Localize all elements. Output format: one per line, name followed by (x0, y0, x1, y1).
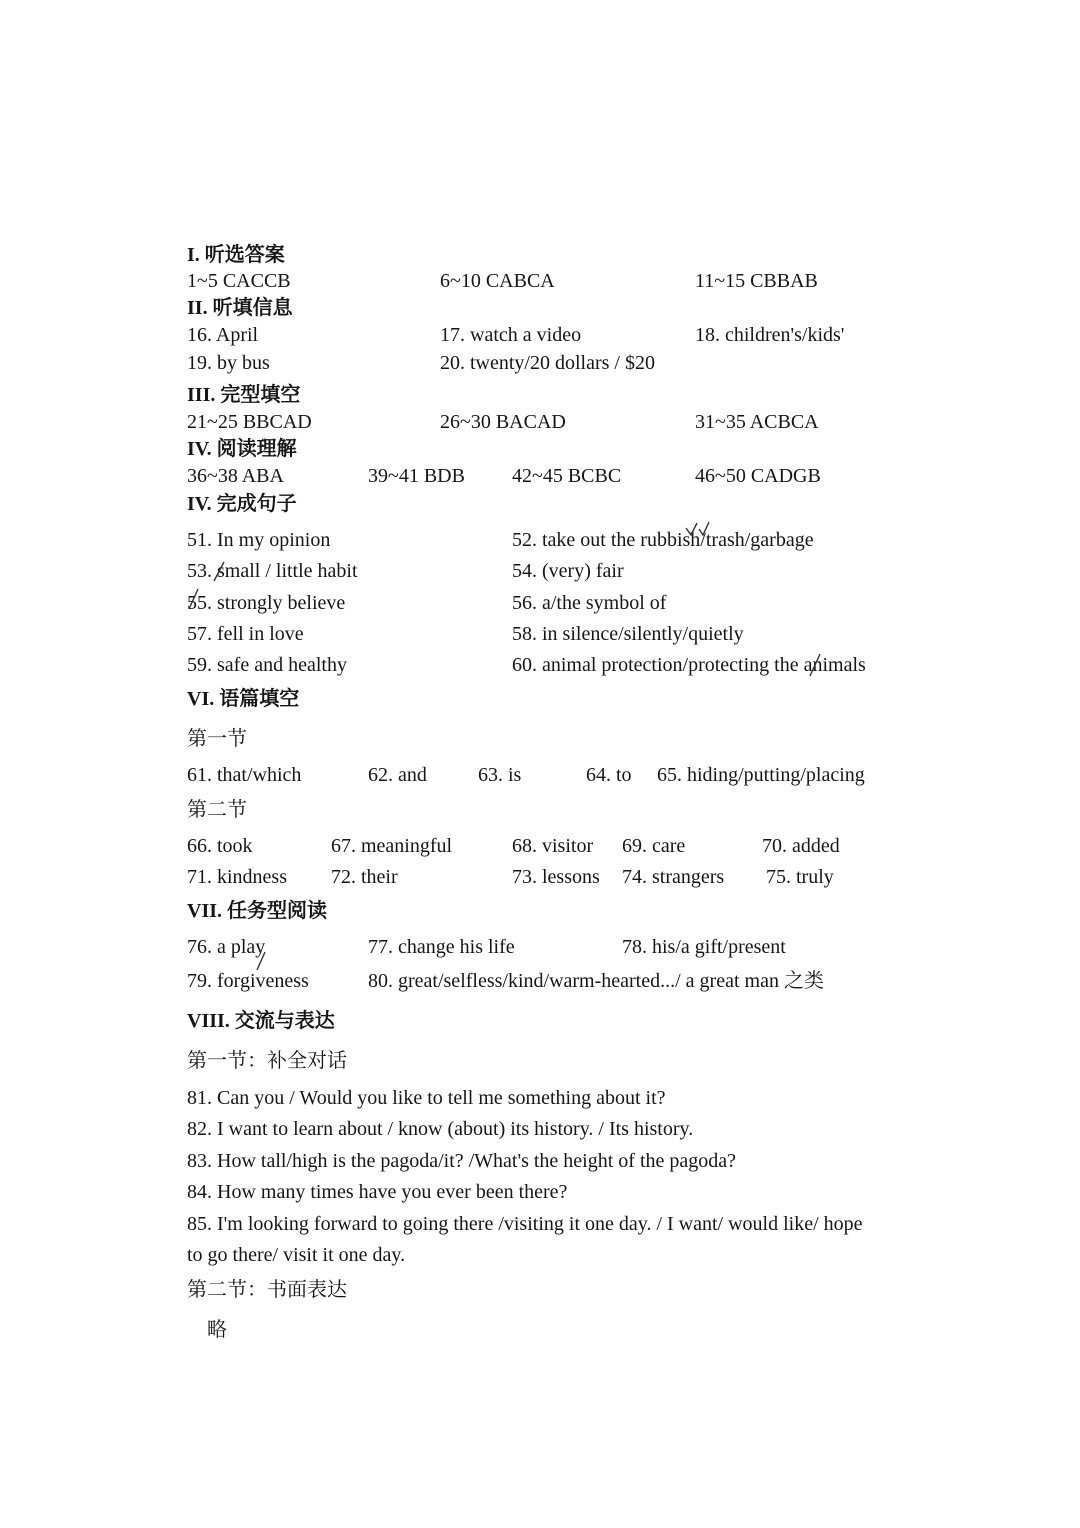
dialogue-line: 85. I'm looking forward to going there /visiting it one day. / I want/ would like/ hope (187, 1213, 863, 1235)
subsection-label: 第二节：书面表达 (187, 1279, 347, 1301)
writing-omitted-note: 略 (207, 1319, 227, 1341)
answer-item: 67. meaningful (331, 835, 453, 857)
answer-item: 59. safe and healthy (187, 654, 347, 676)
answer-item: 17. watch a video (440, 324, 582, 346)
answer-item: 54. (very) fair (512, 560, 624, 582)
answer-item: 56. a/the symbol of (512, 592, 667, 614)
dialogue-line: 81. Can you / Would you like to tell me something about it? (187, 1087, 666, 1109)
answer-item: 52. take out the rubbish/trash/garbage (512, 529, 814, 551)
answer-item: 57. fell in love (187, 623, 304, 645)
answer-item: 65. hiding/putting/placing (657, 764, 865, 786)
answer-item: 46~50 CADGB (695, 465, 821, 487)
section-heading-listening-fill: II. 听填信息 (187, 297, 293, 319)
answer-item: 62. and (368, 764, 427, 786)
answer-item: 66. took (187, 835, 253, 857)
answer-item: 1~5 CACCB (187, 270, 291, 292)
answer-item: 76. a play (187, 936, 266, 958)
answer-item: 71. kindness (187, 866, 287, 888)
answer-item: 55. strongly believe (187, 592, 346, 614)
dialogue-line: 82. I want to learn about / know (about) its history. / Its history. (187, 1118, 694, 1140)
answer-item: 11~15 CBBAB (695, 270, 818, 292)
answer-item: 69. care (622, 835, 686, 857)
answer-item: 20. twenty/20 dollars / $20 (440, 352, 655, 374)
answer-item: 6~10 CABCA (440, 270, 555, 292)
answer-item: 36~38 ABA (187, 465, 284, 487)
answer-item: 79. forgiveness (187, 970, 309, 992)
answer-item: 58. in silence/silently/quietly (512, 623, 744, 645)
answer-item: 51. In my opinion (187, 529, 331, 551)
section-heading-task-reading: VII. 任务型阅读 (187, 900, 328, 922)
answer-item: 61. that/which (187, 764, 302, 786)
dialogue-line: to go there/ visit it one day. (187, 1244, 406, 1266)
answer-item: 39~41 BDB (368, 465, 465, 487)
answer-item: 70. added (762, 835, 840, 857)
answer-item: 19. by bus (187, 352, 270, 374)
answer-item: 53. small / little habit (187, 560, 358, 582)
answer-item: 74. strangers (622, 866, 725, 888)
answer-item: 75. truly (766, 866, 834, 888)
section-heading-sentences: IV. 完成句子 (187, 493, 297, 515)
answer-item: 18. children's/kids' (695, 324, 845, 346)
section-heading-passage: VI. 语篇填空 (187, 688, 300, 710)
section-heading-reading: IV. 阅读理解 (187, 438, 297, 460)
subsection-label: 第一节 (187, 728, 247, 750)
answer-item: 63. is (478, 764, 522, 786)
answer-item: 68. visitor (512, 835, 594, 857)
answer-item: 80. great/selfless/kind/warm-hearted.../ a great man 之类 (368, 970, 824, 992)
section-heading-cloze: III. 完型填空 (187, 384, 301, 406)
answer-item: 73. lessons (512, 866, 600, 888)
subsection-label: 第二节 (187, 799, 247, 821)
answer-item: 77. change his life (368, 936, 515, 958)
answer-item: 64. to (586, 764, 632, 786)
answer-item: 72. their (331, 866, 398, 888)
subsection-label: 第一节：补全对话 (187, 1050, 347, 1072)
dialogue-line: 83. How tall/high is the pagoda/it? /What's the height of the pagoda? (187, 1150, 737, 1172)
answer-item: 26~30 BACAD (440, 411, 566, 433)
answer-item: 60. animal protection/protecting the animals (512, 654, 866, 676)
answer-item: 21~25 BBCAD (187, 411, 312, 433)
answer-item: 78. his/a gift/present (622, 936, 786, 958)
section-heading-listening-choice: I. 听选答案 (187, 244, 285, 266)
answer-item: 31~35 ACBCA (695, 411, 819, 433)
section-heading-communication: VIII. 交流与表达 (187, 1010, 335, 1032)
answer-item: 16. April (187, 324, 259, 346)
answer-item: 42~45 BCBC (512, 465, 622, 487)
dialogue-line: 84. How many times have you ever been there? (187, 1181, 568, 1203)
